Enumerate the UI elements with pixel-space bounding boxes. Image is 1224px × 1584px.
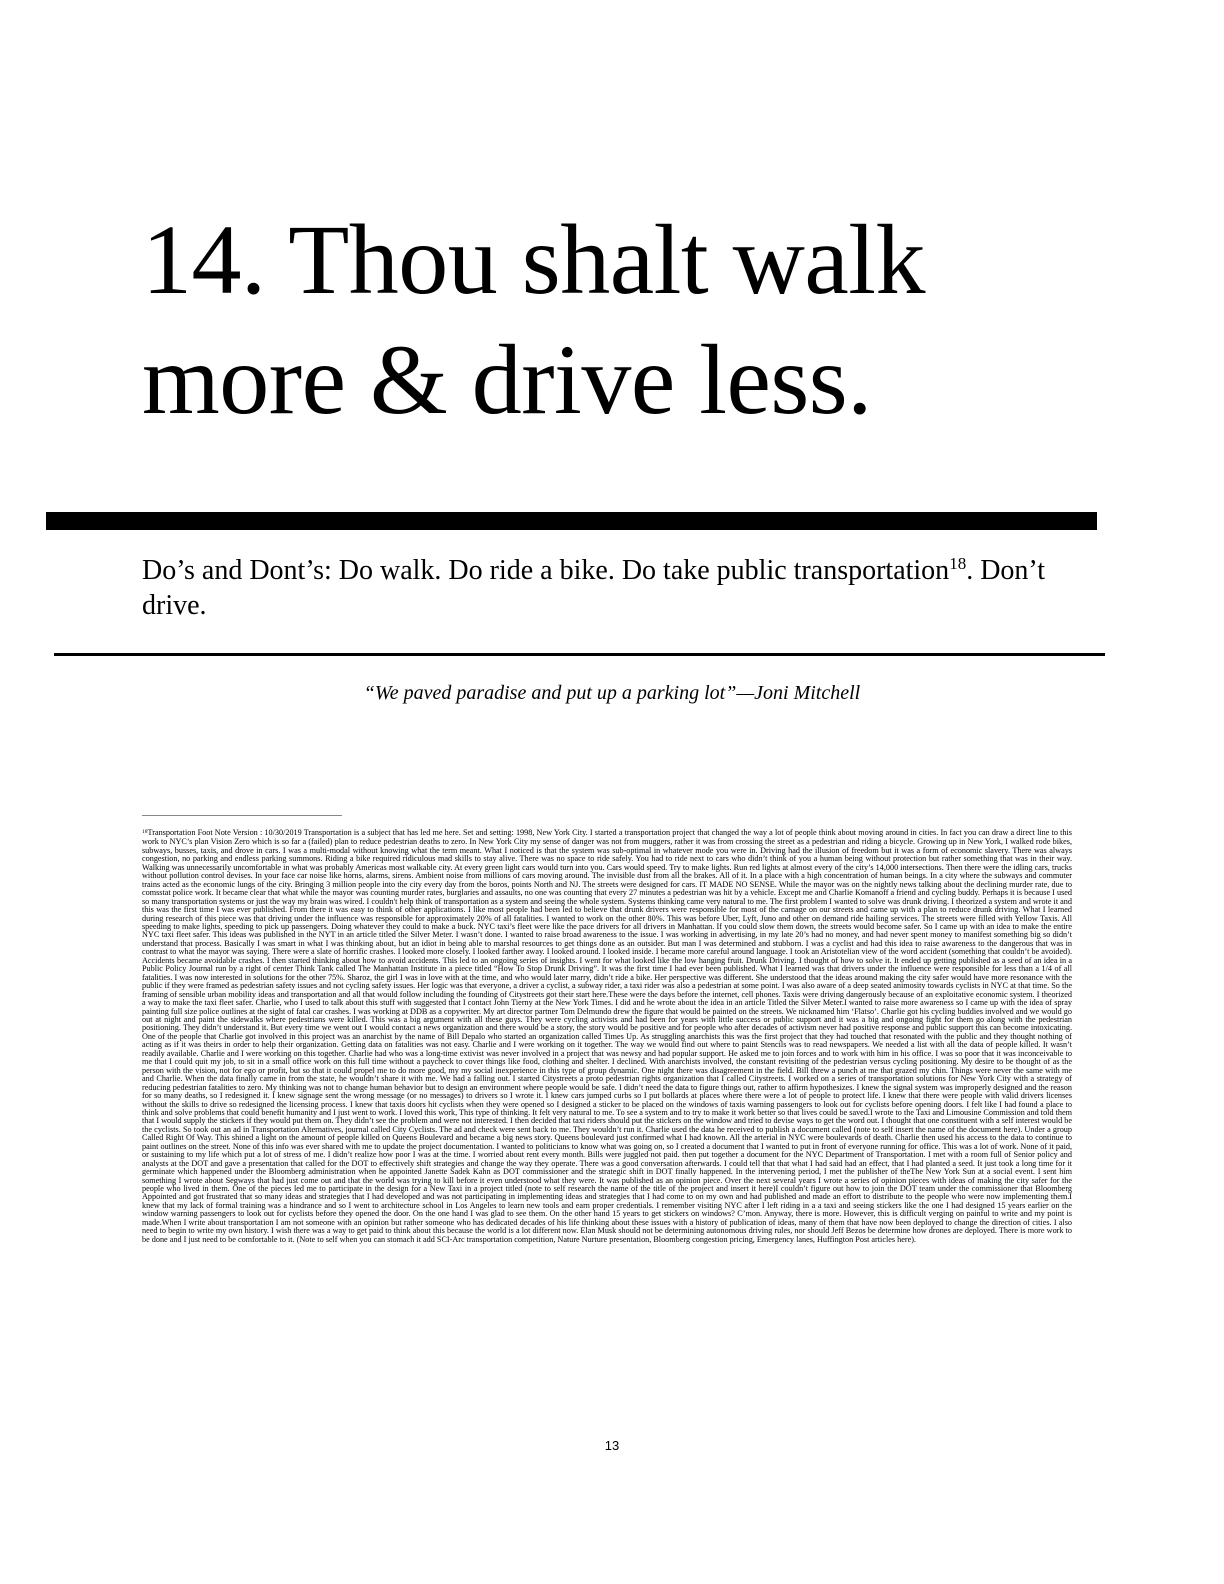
dos-donts-main-text: Do’s and Dont’s: Do walk. Do ride a bike. Do take public transportation: [142, 555, 950, 586]
thick-divider: [46, 512, 1097, 530]
dos-donts-end-text: . Don’t drive.: [142, 555, 1046, 621]
footnote-separator: [142, 815, 342, 816]
thin-divider: [54, 653, 1105, 656]
chapter-title: [142, 200, 1122, 440]
epigraph-quote: “We paved paradise and put up a parking lot”—Joni Mitchell: [363, 682, 861, 704]
footnote-reference[interactable]: 18: [949, 554, 967, 573]
page-number: 13: [604, 1438, 620, 1453]
footnote-marker: 18: [142, 829, 148, 835]
chapter-title-line-1: 14. Thou shalt walk: [142, 204, 926, 315]
footnote-text: Transportation Foot Note Version : 10/30/2019 Transportation is a subject that has led me here. Set and setting: 1998, New York City. I started a transportation project that changed the way a lot of people think about moving around in cities. In fact you can draw a direct line to this work to NYC’s plan Vision Zero which is so far a (failed) plan to reduce pedestrian deaths to zero. In New York City my sense of danger was not from muggers, rather it was from crossing the street as a pedestrian and riding a bicycle. Growing up in New York, I walked rode bikes, subways, busses, taxis, and drove in cars. I was a multi-modal without knowing what the term meant. What I noticed is that the system was sub-optimal in whatever mode you were in. Driving had the illusion of freedom but it was a form of economic slavery. There was always congestion, no parking and endless parking summons. Riding a bike required ridiculous mad skills to stay alive. There was no space to ride safely. You had to ride next to cars who didn’t think of you a human being without protection but rather something that was in their way. Walking was unnecessarily uncomfortable in what was probably Americas most walkable city. At every green light cars would turn into you. Cars would speed. Try to make lights. Run red lights at almost every of the city’s 14,000 intersections. Then there were the idling cars, trucks without pollution control devises. In your face car noise like horns, alarms, sirens. Ambient noise from millions of cars moving around. The invisible dust from all the brakes. All of it. In a place with a high concentration of human beings. In a city where the subways and commuter trains acted as the economic lungs of the city. Bringing 3 million people into the city every day from the boros, points North and NJ. The streets were designed for cars. IT MADE NO SENSE. While the mayor was on the nightly news talking about the declining murder rate, due to comsstat police work. It became clear that what while the mayor was counting murder rates, burglaries and assaults, no one was counting that every 27 minutes a pedestrian was hit by a vehicle. Except me and Charlie Komanoff a friend and cycling buddy. Perhaps it is because I used so many transportation systems or just the way my brain was wired. I couldn't help think of transportation as a system and seeing the whole system. Systems thinking came very natural to me. The first problem I wanted to solve was drunk driving. I theorized a system and wrote it and this was the first time I was ever published. From there it was easy to think of other applications. I like most people had been led to believe that drunk drivers were responsible for most of the carnage on our streets and came up with a plan to reduce drunk driving. What I learned during research of this piece was that driving under the influence was responsible for approximately 20% of all fatalities. I wanted to work on the other 80%. This was before Uber, Lyft, Juno and other on demand ride hailing services. The streets were filled with Yellow Taxis. All speeding to make lights, speeding to pick up passengers. Doing whatever they could to make a buck. NYC taxi’s fleet were like the pace drivers for all drivers in Manhattan. If you could slow them down, the streets would become safer. So I came up with an idea to make the entire NYC taxi fleet safer. This ideas was published in the NYT in an article titled the Silver Meter. I wasn’t done. I wanted to raise broad awareness to the issue. I was working in advertising, in my late 20’s had no money, and had never spent money to manifest something big so didn’t understand that process. Basically I was smart in what I was thinking about, but an idiot in being able to marshal resources to get things done as an outsider. But man I was determined and stubborn. I was a cyclist and had this idea to raise awareness to the dangerous that was in contrast to what the mayor was saying. There were a slate of horrific crashes. I looked more closely. I looked farther away. I looked around. I looked inside. I became more careful around language. I took an Aristotelian view of the word accident (something that couldn’t be avoided). Accidents became avoidable crashes. I then started thinking about how to avoid accidents. This led to an ongoing series of insights. I went for what looked like the low hanging fruit. Drunk Driving. I thought of how to solve it. It ended up getting published as a seed of an idea in a Public Policy Journal run by a right of center Think Tank called The Manhattan Institute in a piece titled “How To Stop Drunk Driving”. It was the first time I had ever been published. What I learned was that drivers under the influence were responsible for less than a 1/4 of all fatalities. I was now interested in solutions for the other 75%. Sharoz, the girl I was in love with at the time, and who would later marry, didn’t ride a bike. Her perspective was different. She understood that the ideas around making the city safer would have more resonance with the public if they were framed as pedestrian safety issues and not cycling safety issues. Her logic was that everyone, a driver a cyclist, a subway rider, a taxi rider was also a pedestrian at some point. I was also aware of a deep seated animosity towards cyclists in NYC at that time. So the framing of sensible urban mobility ideas and transportation and all that would follow including the founding of Citystreets got their start here.These were the days before the internet, cell phones. Taxis were driving dangerously because of an exploitative economic system. I theorized a way to make the taxi fleet safer. Charlie, who I used to talk about this stuff with suggested that I contact John Tierny at the New York Times. I did and he wrote about the idea in an article Titled the Silver Meter.I wanted to raise more awareness so I came up with the idea of spray painting full size police outlines at the sight of fatal car crashes. I was working at DDB as a copywriter. My art director partner Tom Delmundo drew the figure that would be painted on the streets. We nicknamed him ‘Flatso’. Charlie got his cycling buddies involved and we would go out at night and paint the sidewalks where pedestrians were killed. This was a big argument with all these guys. They were cycling activists and had been for years with little success or public support and it was a big and ongoing fight for them go along with the pedestrian positioning. They didn’t understand it. But every time we went out I would contact a news organization and there would be a story, the story would be positive and for people who after decades of activism never had positive response and public support this can become intoxicating. One of the people that Charlie got involved in this project was an anarchist by the name of Bill Depalo who started an organization called Times Up. As struggling anarchists this was the first project that they had touched that resonated with the public and they thought nothing of acting as if it was theirs in order to help their organization. Getting data on fatalities was not easy. Charlie and I were working on it together. The way we would find out where to paint Stencils was to read newspapers. We needed a list with all the data of people killed. It wasn’t readily available. Charlie and I were working on this together. Charlie had who was a long-time extivist was never involved in a project that was newsy and had popular support. He asked me to join forces and to work with him in his office. I was so poor that it was inconceivable to me that I could quit my job, to sit in a small office work on this full time without a paycheck to cover things like food, clothing and shelter. I declined. With anarchists involved, the constant revisiting of the pedestrian versus cycling positioning. My desire to be thought of as the person with the vision, not for ego or profit, but so that it could propel me to do more good, my my social inexperience in this type of group dynamic. One night there was disagreement in the field. Bill threw a punch at me that grazed my chin. Things were never the same with me and Charlie. When the data finally came in from the state, he wouldn’t share it with me. We had a falling out. I started Citystreets a proto pedestrian rights organization that I called Citystreets. I worked on a series of transportation solutions for New York City with a strategy of reducing pedestrian fatalities to zero. My thinking was not to change human behavior but to design an environment where people would be safe. I didn’t need the data to figure things out, rather to affirm hypothesizes. I knew the signal system was improperly designed and the reason for so many deaths, so I redesigned it. I knew signage sent the wrong message (or no messages) to drivers so I wrote it. I knew cars jumped curbs so I put bollards at places where there were a lot of people to protect life. I knew that there were people with valid drivers licenses without the skills to drive so redesigned the licensing process. I knew that taxis doors hit cyclists when they were opened so I designed a sticker to be placed on the windows of taxis warning passengers to look out for cyclists before opening doors. I felt like I had found a place to think and solve problems that could benefit humanity and I just went to work. I loved this work, This type of thinking. It felt very natural to me. To see a system and to try to make it work better so that lives could be saved.I wrote to the Taxi and Limousine Commission and told them that I would supply the stickers if they would put them on. They didn’t see the problem and were not interested. I then decided that taxi riders should put the stickers on the window and tried to devise ways to get the word out. I thought that one constituent with a self interest would be the cyclists. So took out an ad in Transportation Alternatives, journal called City Cyclists. The ad and check were sent back to me. They wouldn’t run it. Charlie used the data he received to publish a document called (note to self insert the name of the document here). Under a group Called Right Of Way. This shined a light on the amount of people killed on Queens Boulevard and became a big news story. Queens boulevard just confirmed what I had known. All the arterial in NYC were boulevards of death. Charlie then used his access to the data to continue to paint outlines on the street. None of this info was ever shared with me to update the project documentation. I wanted to politicians to know what was going on, so I created a document that I wanted to put in front of everyone running for office. This was a lot of work. None of it paid, or sustaining to my life which put a lot of stress of me. I didn’t realize how poor I was at the time. I worried about rent every month. Bills were juggled not paid. then put together a document for the NYC Department of Transportation. I met with a room full of Senior policy and analysts at the DOT and gave a presentation that called for the DOT to effectively shift strategies and change the way they operate. There was a good conversation afterwards. I could tell that that what I had said had an effect, that I had planted a seed. It just took a long time for it germinate which happened under the Bloomberg administration when he appointed Janette Sadek Kahn as DOT commissioner and the strategic shift in DOT finally happened. In the intervening period, I met the publisher of theThe New York Sun at a social event. I sent him something I wrote about Segways that had just come out and that the world was trying to kill before it even understood what they were. It was published as an opinion piece. Over the next several years I wrote a series of opinion pieces with ideas of making the city safer for the people who lived in them. One of the pieces led me to participate in the design for a New Taxi in a project titled (note to self research the name of the title of the project and insert it here)I couldn’t figure out how to join the DOT team under the commissioner that Bloomberg Appointed and got frustrated that so many ideas and strategies that I had developed and was not participating in implementing ideas and strategies that I had come to on my own and had published and made an effort to distribute to the people who were now implementing them.I knew that my lack of formal training was a hindrance and so I went to architecture school in Los Angeles to learn new tools and earn proper credentials. I remember visiting NYC after I left riding in a a taxi and seeing stickers like the one I had designed 15 years earlier on the window warning passengers to look out for cyclists before they opened the door. On the one hand I was glad to see them. On the other hand 15 years to get stickers on windows? C’mon. Anyway, there is more. However, this is difficult verging on painful to write and my point is made.When I write about transportation I am not someone with an opinion but rather someone who has dedicated decades of his life thinking about these issues with a history of publication of ideas, many of them that have now been deployed to change the direction of cities. I also need to begin to write my own history. I wish there was a way to get paid to think about this because the world is a lot different now. Elan Musk should not be determining autonomous driving rules, nor should Jeff Bezos be determine how drones are deployed. There is more work to be done and I just need to be comfortable to it. (Note to self when you can stomach it add SCI-Arc transportation competition, Nature Nurture presentation, Bloomberg congestion pricing, Emergency lanes, Huffington Post articles here).: [142, 829, 1072, 1244]
footnote-18: [142, 829, 1072, 1425]
chapter-title-line-2: more & drive less.: [142, 324, 872, 435]
dos-and-donts-text: [142, 555, 1102, 622]
